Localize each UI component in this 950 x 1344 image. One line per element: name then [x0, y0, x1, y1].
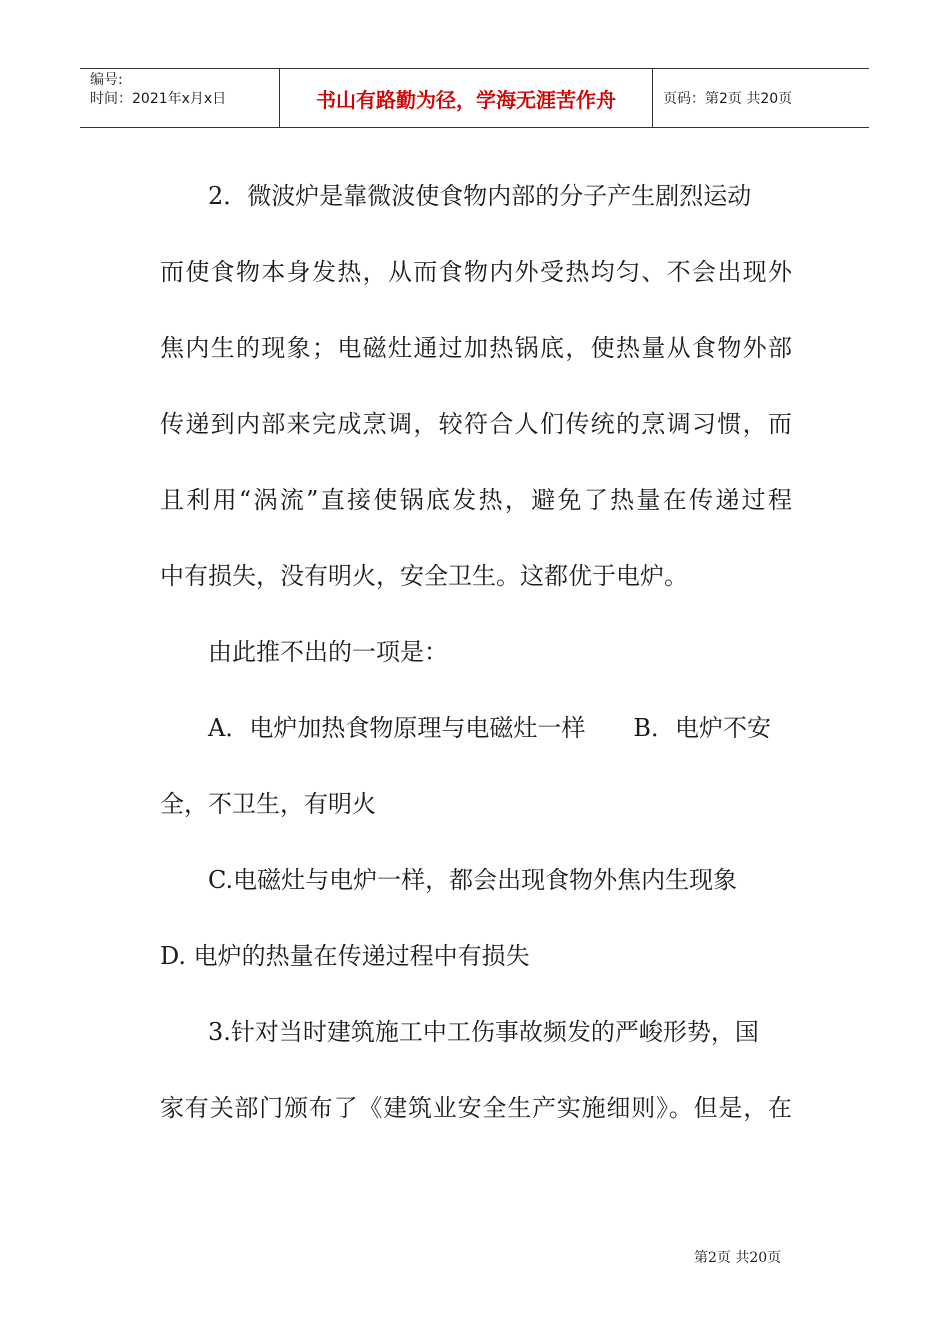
body-line: 传递到内部来完成烹调，较符合人们传统的烹调习惯，而	[160, 410, 792, 438]
question-stem: 由此推不出的一项是：	[208, 638, 448, 666]
body-line: 家有关部门颁布了《建筑业安全生产实施细则》。但是，在	[160, 1094, 792, 1122]
page-footer: 第2页 共20页	[694, 1250, 782, 1266]
option-b-continued: 全，不卫生，有明火	[160, 790, 376, 818]
body-line: 焦内生的现象；电磁灶通过加热锅底，使热量从食物外部	[160, 334, 792, 362]
document-time-label: 时间：2021年x月x日	[90, 91, 227, 107]
option-a-b: A．电炉加热食物原理与电磁灶一样 B．电炉不安	[208, 714, 771, 742]
body-line: 3.针对当时建筑施工中工伤事故频发的严峻形势，国	[208, 1018, 759, 1046]
header-motto: 书山有路勤为径，学海无涯苦作舟	[316, 87, 616, 112]
body-line: 中有损失，没有明火，安全卫生。这都优于电炉。	[160, 562, 688, 590]
option-d: D. 电炉的热量在传递过程中有损失	[160, 942, 530, 970]
body-line: 且利用“涡流”直接使锅底发热，避免了热量在传递过程	[160, 486, 792, 514]
header-page-info: 页码：第2页 共20页	[663, 91, 793, 107]
body-line: 而使食物本身发热，从而食物内外受热均匀、不会出现外	[160, 258, 792, 286]
document-body	[160, 158, 792, 1146]
page-header	[80, 68, 869, 128]
body-line: 2．微波炉是靠微波使食物内部的分子产生剧烈运动	[208, 182, 752, 210]
header-meta-cell	[80, 69, 280, 127]
header-motto-cell	[280, 69, 653, 127]
document-number-label: 编号:	[90, 72, 123, 88]
option-c: C.电磁灶与电炉一样，都会出现食物外焦内生现象	[208, 866, 738, 894]
header-page-cell	[653, 69, 869, 127]
